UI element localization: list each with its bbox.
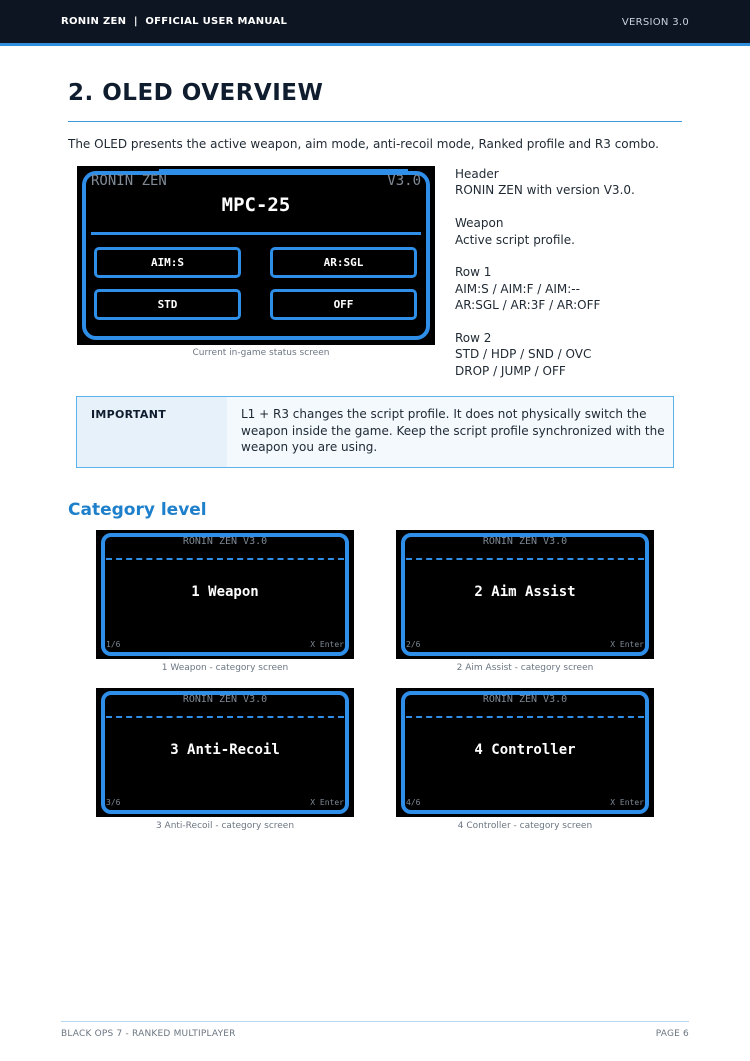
enter-hint: X Enter — [310, 798, 344, 807]
oled-weapon: MPC-25 — [221, 194, 291, 216]
category-screen — [396, 688, 654, 817]
main-oled-screen — [77, 166, 435, 345]
legend-row1-title: Row 1 — [455, 265, 492, 280]
category-screen-header: RONIN ZEN V3.0 — [482, 536, 568, 547]
oled-title: RONIN ZEN — [91, 173, 167, 189]
category-name: 2 Aim Assist — [474, 584, 576, 600]
section-heading: 2. OLED OVERVIEW — [68, 80, 324, 106]
version-label: VERSION 3.0 — [621, 17, 689, 28]
category-name: 3 Anti-Recoil — [170, 742, 280, 758]
category-caption: 3 Anti-Recoil - category screen — [155, 821, 295, 831]
category-heading: Category level — [68, 500, 207, 520]
important-note — [76, 396, 674, 468]
oled-top-bar — [159, 169, 408, 174]
oled-divider — [91, 232, 421, 235]
page-indicator: 1/6 — [106, 640, 121, 649]
legend-header-title: Header — [455, 167, 499, 181]
oled-legend — [455, 166, 635, 379]
legend-row1-line1: AIM:S / AIM:F / AIM:-- — [455, 281, 580, 296]
oled-version: V3.0 — [387, 173, 421, 189]
note-text: L1 + R3 changes the script profile. It does not physically switch the weapon inside the game. Keep the script profile synchronized with the weapon you are using. — [241, 407, 665, 454]
note-label-cell — [77, 397, 227, 467]
category-screen — [396, 530, 654, 659]
page-number: PAGE 6 — [655, 1029, 689, 1039]
page-indicator: 2/6 — [406, 640, 421, 649]
oled-anti-recoil-mode: AR:SGL — [270, 247, 417, 278]
page-indicator: 3/6 — [106, 798, 121, 807]
main-oled-caption: Current in-game status screen — [192, 348, 330, 358]
legend-row1-line2: AR:SGL / AR:3F / AR:OFF — [455, 298, 601, 313]
legend-weapon-title: Weapon — [455, 216, 504, 231]
category-caption: 4 Controller - category screen — [457, 821, 593, 831]
category-screen-header: RONIN ZEN V3.0 — [182, 536, 268, 547]
legend-row2-line2: DROP / JUMP / OFF — [455, 363, 566, 378]
dashed-divider — [106, 558, 344, 560]
enter-hint: X Enter — [310, 640, 344, 649]
category-caption: 2 Aim Assist - category screen — [456, 663, 594, 673]
oled-r3-combo: OFF — [270, 289, 417, 320]
intro-text: The OLED presents the active weapon, aim mode, anti-recoil mode, Ranked profile and R3 combo. — [68, 137, 659, 151]
category-name: 1 Weapon — [191, 584, 259, 600]
enter-hint: X Enter — [610, 640, 644, 649]
top-bar — [0, 0, 750, 46]
legend-weapon-text: Active script profile. — [455, 232, 575, 247]
manual-title: RONIN ZEN | OFFICIAL USER MANUAL — [61, 16, 288, 27]
dashed-divider — [406, 558, 644, 560]
page-indicator: 4/6 — [406, 798, 421, 807]
category-screen — [96, 688, 354, 817]
oled-aim-mode: AIM:S — [94, 247, 241, 278]
category-screen — [96, 530, 354, 659]
legend-row2-line1: STD / HDP / SND / OVC — [455, 347, 592, 362]
oled-profile: STD — [94, 289, 241, 320]
heading-divider — [68, 121, 682, 122]
legend-header-text: RONIN ZEN with version V3.0. — [455, 183, 635, 198]
legend-row2-title: Row 2 — [455, 331, 492, 346]
dashed-divider — [106, 716, 344, 718]
enter-hint: X Enter — [610, 798, 644, 807]
footer-game-title: BLACK OPS 7 - RANKED MULTIPLAYER — [61, 1029, 236, 1039]
category-screen-header: RONIN ZEN V3.0 — [482, 694, 568, 705]
note-label: IMPORTANT — [91, 408, 167, 421]
category-caption: 1 Weapon - category screen — [161, 663, 289, 673]
category-name: 4 Controller — [474, 742, 576, 758]
footer-divider — [61, 1021, 689, 1022]
category-screen-header: RONIN ZEN V3.0 — [182, 694, 268, 705]
dashed-divider — [406, 716, 644, 718]
